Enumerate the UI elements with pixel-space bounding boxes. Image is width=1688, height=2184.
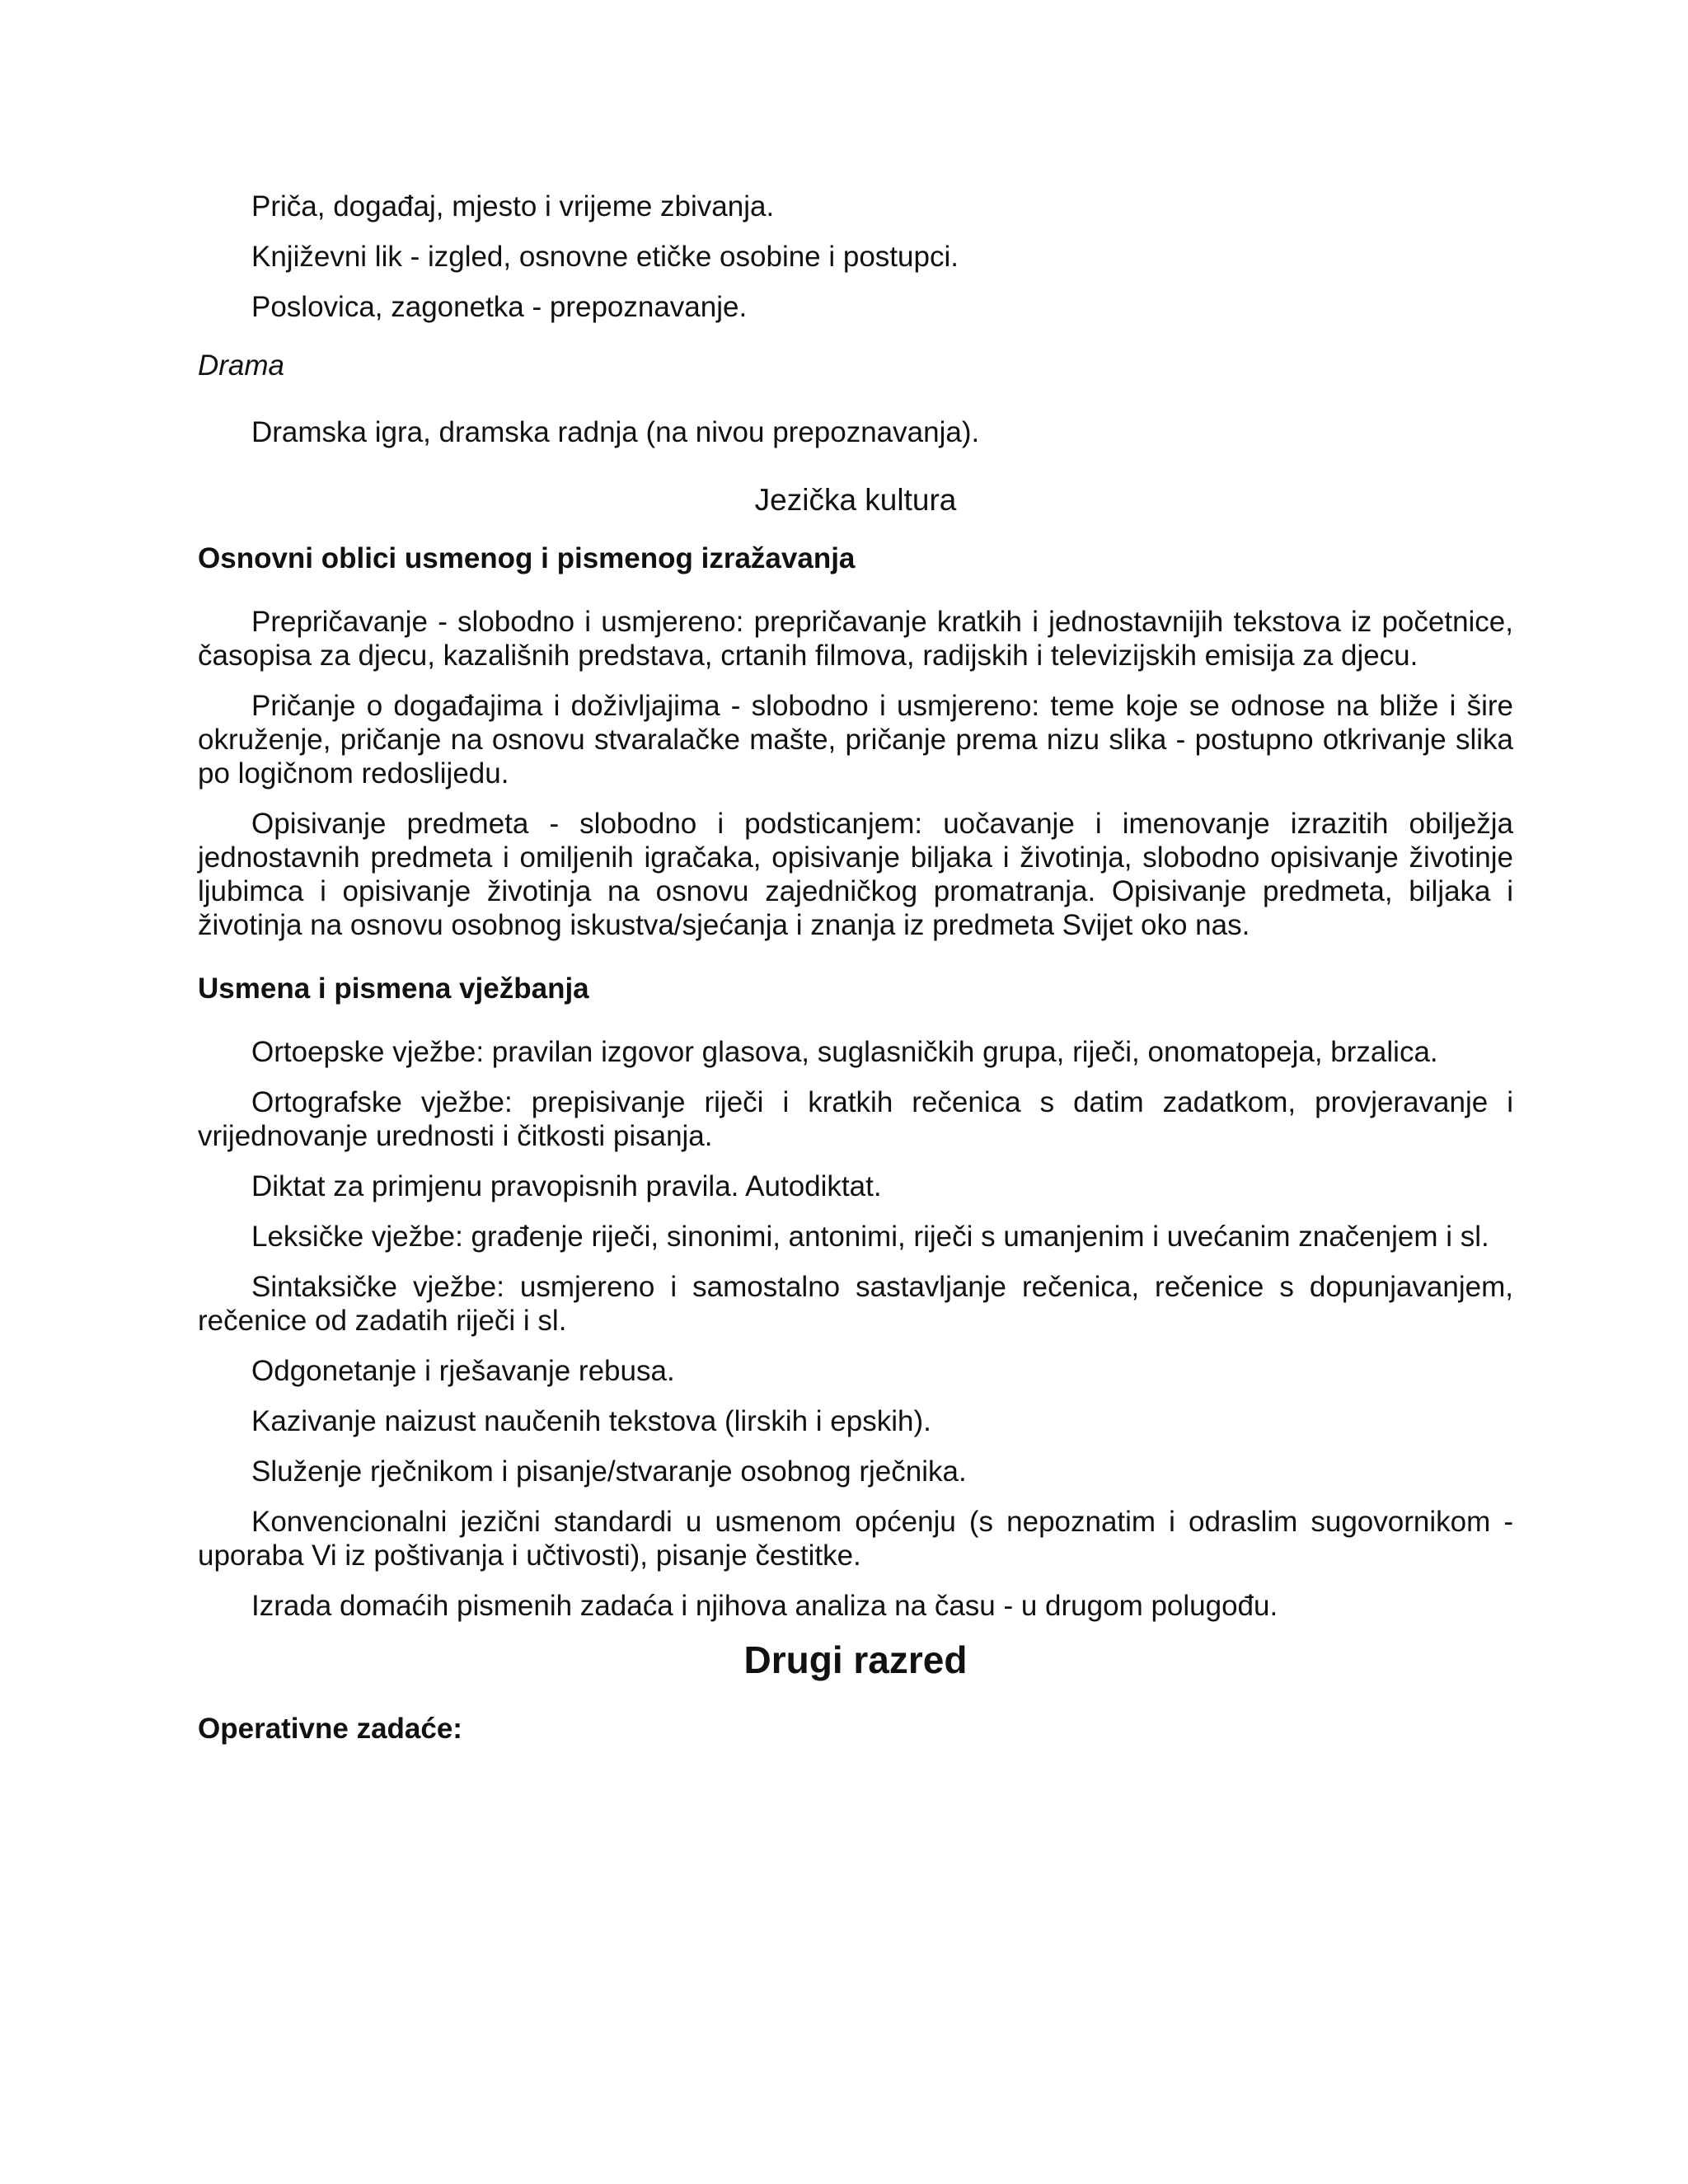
paragraph-prepricavanje: Prepričavanje - slobodno i usmjereno: prepričavanje kratkih i jednostavnijih tekstova iz početnice, časopisa za djecu, kazališnih predstava, crtanih filmova, radijskih i televizijskih emisija za djecu. xyxy=(198,606,1513,672)
paragraph-diktat: Diktat za primjenu pravopisnih pravila. Autodiktat. xyxy=(251,1170,882,1202)
paragraph-sintaksicke: Sintaksičke vježbe: usmjereno i samostalno sastavljanje rečenica, rečenice s dopunjavanjem, rečenice od zadatih riječi i sl. xyxy=(198,1271,1513,1337)
paragraph-knjizevni-lik: Književni lik - izgled, osnovne etičke osobine i postupci. xyxy=(251,241,959,273)
document-page xyxy=(198,190,1513,1746)
paragraph-poslovica: Poslovica, zagonetka - prepoznavanje. xyxy=(251,291,748,323)
paragraph-prica: Priča, događaj, mjesto i vrijeme zbivanja. xyxy=(251,190,775,223)
paragraph-izrada: Izrada domaćih pismenih zadaća i njihova analiza na času - u drugom polugođu. xyxy=(251,1590,1278,1622)
heading-usmena-pismena: Usmena i pismena vježbanja xyxy=(198,972,589,1005)
section-title-jezicka-kultura: Jezička kultura xyxy=(754,483,957,517)
paragraph-pricanje: Pričanje o događajima i doživljajima - slobodno i usmjereno: teme koje se odnose na bliže i šire okruženje, pričanje na osnovu stvaralačke mašte, pričanje prema nizu slika - postupno otkrivanje slika po logičnom redoslijedu. xyxy=(198,690,1513,790)
paragraph-ortografske: Ortografske vježbe: prepisivanje riječi i kratkih rečenica s datim zadatkom, provjeravanje i vrijednovanje urednosti i čitkosti pisanja. xyxy=(198,1086,1513,1152)
heading-operativne-zadace: Operativne zadaće: xyxy=(198,1713,462,1745)
paragraph-ortoepske: Ortoepske vježbe: pravilan izgovor glasova, suglasničkih grupa, riječi, onomatopeja, brzalica. xyxy=(251,1036,1438,1068)
paragraph-dramska-igra: Dramska igra, dramska radnja (na nivou prepoznavanja). xyxy=(251,416,980,448)
paragraph-kazivanje: Kazivanje naizust naučenih tekstova (lirskih i epskih). xyxy=(251,1405,931,1437)
paragraph-odgonetanje: Odgonetanje i rješavanje rebusa. xyxy=(251,1355,675,1387)
title-drugi-razred: Drugi razred xyxy=(743,1638,968,1681)
paragraph-konvencionalni: Konvencionalni jezični standardi u usmenom općenju (s nepoznatim i odraslim sugovornikom - uporaba Vi iz poštivanja i učtivosti), pisanje čestitke. xyxy=(198,1506,1513,1572)
paragraph-leksicke: Leksičke vježbe: građenje riječi, sinonimi, antonimi, riječi s umanjenim i uvećanim značenjem i sl. xyxy=(251,1221,1489,1253)
paragraph-opisivanje: Opisivanje predmeta - slobodno i podsticanjem: uočavanje i imenovanje izrazitih obilježja jednostavnih predmeta i omiljenih igračaka, opisivanje biljaka i životinja, slobodno opisivanje životinje ljubimca i opisivanje životinja na osnovu zajedničkog promatranja. Opisivanje predmeta, biljaka i životinja na osnovu osobnog iskustva/sjećanja i znanja iz predmeta Svijet oko nas. xyxy=(198,808,1513,941)
paragraph-sluzenje: Služenje rječnikom i pisanje/stvaranje osobnog rječnika. xyxy=(251,1455,967,1488)
heading-osnovni-oblici: Osnovni oblici usmenog i pismenog izražavanja xyxy=(198,542,856,574)
section-label-drama: Drama xyxy=(198,349,285,382)
